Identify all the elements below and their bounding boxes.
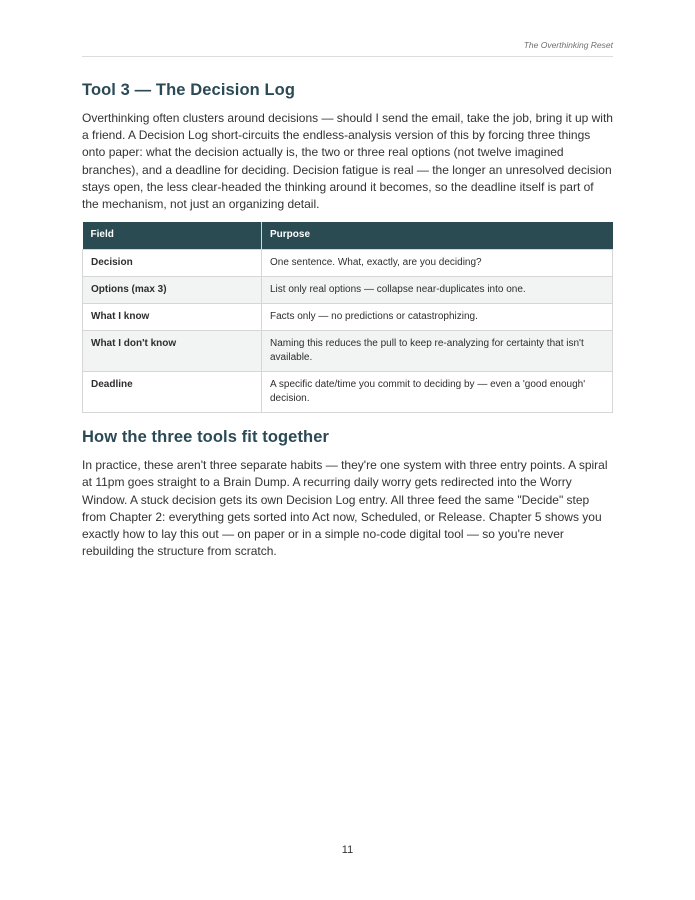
- table-cell-field: Decision: [83, 250, 262, 277]
- page-content: [82, 78, 613, 560]
- decision-log-intro-paragraph: Overthinking often clusters around decisions — should I send the email, take the job, bring it up with a friend. A Decision Log short-circuits the endless-analysis version of this by forcing three things onto paper: what the decision actually is, the two or three real options (not twelve imagined branches), and a deadline for deciding. Decision fatigue is real — the longer an unresolved decision stays open, the less clear-headed the thinking around it becomes, so the deadline itself is part of the mechanism, not just an organizing detail.: [82, 111, 613, 212]
- table-header-field: Field: [83, 222, 262, 250]
- decision-log-table: [82, 222, 613, 413]
- table-cell-purpose: A specific date/time you commit to deciding by — even a 'good enough' decision.: [262, 372, 613, 413]
- table-row: [83, 250, 613, 277]
- running-header-title: The Overthinking Reset: [523, 40, 613, 50]
- table-cell-field: Options (max 3): [83, 277, 262, 304]
- table-cell-field: What I don't know: [83, 331, 262, 372]
- how-tools-fit-paragraph: In practice, these aren't three separate habits — they're one system with three entry points. A spiral at 11pm goes straight to a Brain Dump. A recurring daily worry gets redirected into the Worry Window. A stuck decision gets its own Decision Log entry. All three feed the same "Decide" step from Chapter 2: everything gets sorted into Act now, Scheduled, or Release. Chapter 5 shows you exactly how to lay this out — on paper or in a simple no-code digital tool — so you're never rebuilding the structure from scratch.: [82, 458, 608, 559]
- table-header-purpose: Purpose: [262, 222, 613, 250]
- section-heading-how-tools-fit: How the three tools fit together: [82, 428, 330, 447]
- table-row: [83, 277, 613, 304]
- header-divider: [82, 56, 613, 57]
- table-header-row: [83, 222, 613, 250]
- page-number: 11: [341, 844, 354, 856]
- table-cell-purpose: List only real options — collapse near-duplicates into one.: [262, 277, 613, 304]
- section-heading-decision-log: Tool 3 — The Decision Log: [82, 81, 296, 99]
- table-cell-field: Deadline: [83, 372, 262, 413]
- table-cell-purpose: One sentence. What, exactly, are you deciding?: [262, 250, 613, 277]
- table-cell-field: What I know: [83, 304, 262, 331]
- table-row: [83, 372, 613, 413]
- table-cell-purpose: Naming this reduces the pull to keep re-analyzing for certainty that isn't available.: [262, 331, 613, 372]
- table-row: [83, 331, 613, 372]
- table-row: [83, 304, 613, 331]
- table-cell-purpose: Facts only — no predictions or catastrophizing.: [262, 304, 613, 331]
